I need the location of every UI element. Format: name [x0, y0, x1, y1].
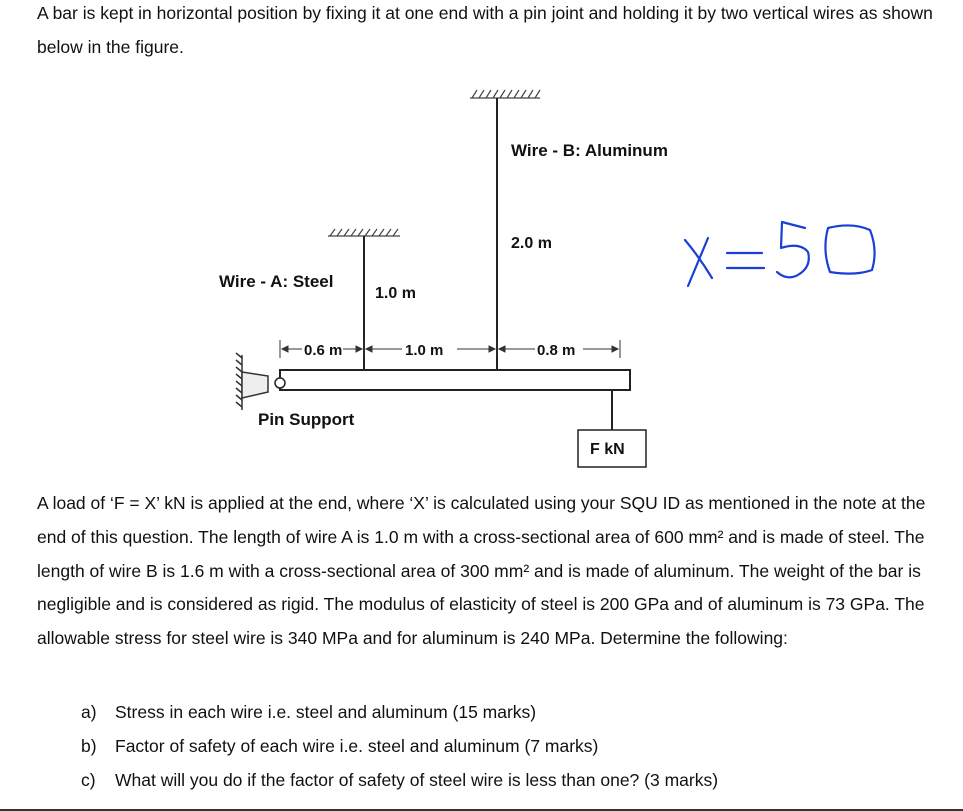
item-marker: b): [81, 736, 97, 756]
ceiling-support-b: [470, 90, 540, 98]
dimension-label-1: 0.6 m: [304, 342, 343, 359]
handwritten-note: [685, 222, 875, 286]
item-text: Factor of safety of each wire i.e. steel and aluminum (7 marks): [115, 736, 599, 756]
item-text: What will you do if the factor of safety of steel wire is less than one? (3 marks): [115, 770, 719, 790]
pin-support-icon: [236, 353, 285, 410]
dimension-label-2: 1.0 m: [405, 342, 444, 359]
bottom-divider: [0, 809, 963, 811]
list-item: [81, 695, 718, 729]
load-label: F kN: [590, 441, 625, 458]
dimension-label-3: 0.8 m: [537, 342, 576, 359]
item-marker: c): [81, 770, 96, 790]
wire-b-length: 2.0 m: [511, 235, 552, 252]
item-marker: a): [81, 702, 97, 722]
list-item: [81, 729, 718, 763]
wire-b-label: Wire - B: Aluminum: [511, 141, 668, 160]
rigid-bar: [280, 370, 630, 390]
problem-paragraph: A load of ‘F = X’ kN is applied at the end, where ‘X’ is calculated using your SQU ID as mentioned in the note at the end of this question. The length of wire A is 1.0 m with a cross-sectional area of 600 mm² and is made of steel. The length of wire B is 1.6 m with a cross-sectional area of 300 mm² and is made of aluminum. The weight of the bar is negligible and is considered as rigid. The modulus of elasticity of steel is 200 GPa and of aluminum is 73 GPa. The allowable stress for steel wire is 340 MPa and for aluminum is 240 MPa. Determine the following:: [37, 493, 926, 649]
wire-a-label: Wire - A: Steel: [219, 272, 334, 291]
item-text: Stress in each wire i.e. steel and aluminum (15 marks): [115, 702, 537, 722]
wire-a-length: 1.0 m: [375, 285, 416, 302]
pin-support-label: Pin Support: [258, 410, 355, 429]
list-item: [81, 763, 718, 797]
intro-paragraph: A bar is kept in horizontal position by fixing it at one end with a pin joint and holding it by two vertical wires as shown below in the figure.: [37, 3, 933, 57]
ceiling-support-a: [328, 229, 400, 236]
question-list: [81, 695, 718, 797]
